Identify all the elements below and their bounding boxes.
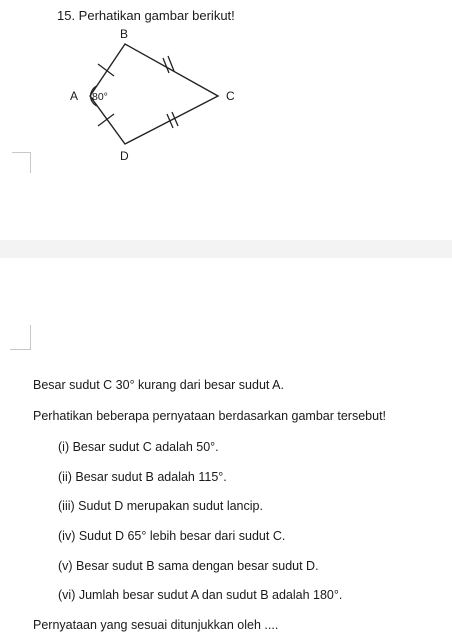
vertex-label-d: D <box>120 149 129 163</box>
statement-1: (i) Besar sudut C adalah 50°. <box>58 440 219 454</box>
vertex-label-b: B <box>120 27 129 41</box>
statement-4: (iv) Sudut D 65° lebih besar dari sudut C. <box>58 529 286 543</box>
statement-5: (v) Besar sudut B sama dengan besar sudut D. <box>58 559 319 573</box>
closing-text: Pernyataan yang sesuai ditunjukkan oleh .... <box>33 618 279 632</box>
tick-cd-1 <box>167 114 173 128</box>
corner-mark-bottom <box>10 325 31 350</box>
tick-ad <box>98 114 114 126</box>
vertex-label-a: A <box>70 89 79 103</box>
angle-a-value: 80° <box>92 91 108 103</box>
statement-6: (vi) Jumlah besar sudut A dan sudut B adalah 180°. <box>58 588 343 602</box>
tick-ab <box>98 64 114 76</box>
kite-outline <box>90 44 218 144</box>
question-title: 15. Perhatikan gambar berikut! <box>57 8 235 23</box>
intro-text: Perhatikan beberapa pernyataan berdasarkan gambar tersebut! <box>33 409 387 423</box>
condition-text: Besar sudut C 30° kurang dari besar sudut A. <box>33 378 284 392</box>
statement-3: (iii) Sudut D merupakan sudut lancip. <box>58 499 263 513</box>
kite-figure <box>50 24 250 164</box>
statement-2: (ii) Besar sudut B adalah 115°. <box>58 470 227 484</box>
vertex-label-c: C <box>226 89 235 103</box>
separator-band <box>0 240 452 258</box>
corner-mark-top <box>12 152 31 173</box>
